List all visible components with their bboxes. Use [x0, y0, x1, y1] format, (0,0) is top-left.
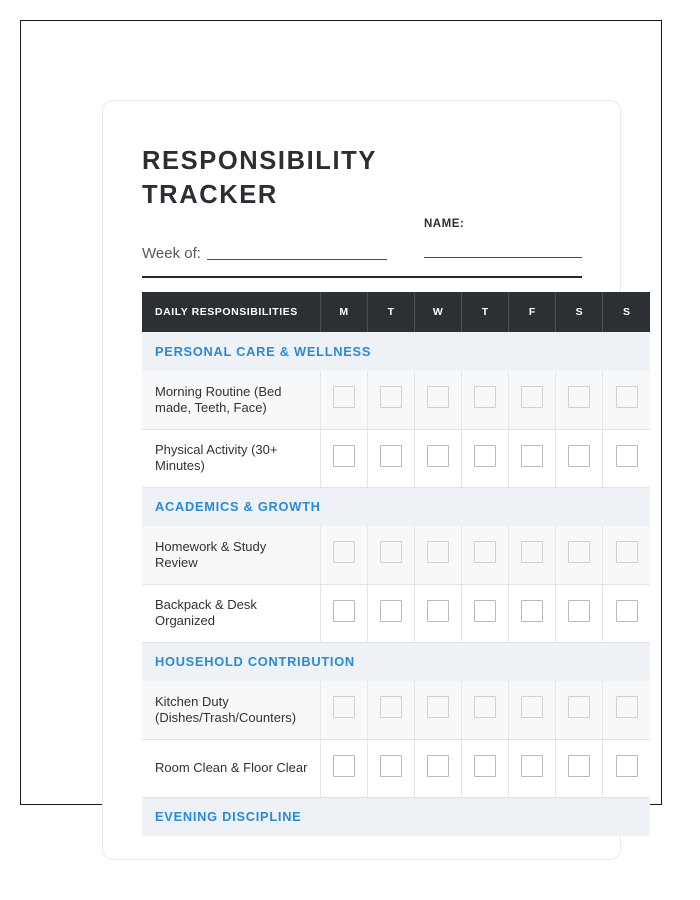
column-header-day-1: T	[367, 292, 414, 332]
day-cell[interactable]	[509, 526, 556, 584]
header-meta-row	[142, 217, 582, 275]
week-of-label: Week of:	[142, 245, 201, 262]
responsibility-tracker-table	[142, 292, 650, 836]
checkbox-icon[interactable]	[474, 541, 496, 563]
checkbox-icon[interactable]	[568, 541, 590, 563]
day-cell[interactable]	[603, 584, 650, 642]
day-cell[interactable]	[556, 584, 603, 642]
checkbox-icon[interactable]	[568, 386, 590, 408]
day-cell[interactable]	[462, 681, 509, 739]
day-cell[interactable]	[320, 371, 367, 429]
checkbox-icon[interactable]	[474, 600, 496, 622]
checkbox-icon[interactable]	[521, 386, 543, 408]
checkbox-icon[interactable]	[474, 755, 496, 777]
day-cell[interactable]	[462, 526, 509, 584]
table-row	[142, 681, 650, 739]
day-cell[interactable]	[367, 429, 414, 487]
table-body	[142, 332, 650, 836]
day-cell[interactable]	[367, 584, 414, 642]
table-row	[142, 584, 650, 642]
checkbox-icon[interactable]	[616, 755, 638, 777]
day-cell[interactable]	[462, 429, 509, 487]
day-cell[interactable]	[320, 584, 367, 642]
day-cell[interactable]	[556, 681, 603, 739]
column-header-day-4: F	[509, 292, 556, 332]
checkbox-icon[interactable]	[568, 445, 590, 467]
column-header-day-0: M	[320, 292, 367, 332]
day-cell[interactable]	[415, 681, 462, 739]
day-cell[interactable]	[509, 584, 556, 642]
page-title-line-1: RESPONSIBILITY	[142, 147, 377, 175]
checkbox-icon[interactable]	[333, 386, 355, 408]
checkbox-icon[interactable]	[474, 386, 496, 408]
checkbox-icon[interactable]	[427, 386, 449, 408]
day-cell[interactable]	[603, 526, 650, 584]
day-cell[interactable]	[462, 739, 509, 797]
task-label: Kitchen Duty (Dishes/Trash/Counters)	[142, 681, 320, 739]
day-cell[interactable]	[556, 526, 603, 584]
table-row	[142, 371, 650, 429]
table-row	[142, 429, 650, 487]
day-cell[interactable]	[603, 429, 650, 487]
day-cell[interactable]	[320, 526, 367, 584]
checkbox-icon[interactable]	[616, 600, 638, 622]
task-label: Backpack & Desk Organized	[142, 584, 320, 642]
checkbox-icon[interactable]	[380, 600, 402, 622]
day-cell[interactable]	[462, 371, 509, 429]
section-title: HOUSEHOLD CONTRIBUTION	[142, 642, 650, 681]
day-cell[interactable]	[367, 526, 414, 584]
section-title: PERSONAL CARE & WELLNESS	[142, 332, 650, 371]
day-cell[interactable]	[367, 681, 414, 739]
section-title: EVENING DISCIPLINE	[142, 797, 650, 836]
day-cell[interactable]	[556, 371, 603, 429]
checkbox-icon[interactable]	[333, 696, 355, 718]
checkbox-icon[interactable]	[521, 445, 543, 467]
checkbox-icon[interactable]	[427, 755, 449, 777]
checkbox-icon[interactable]	[380, 755, 402, 777]
checkbox-icon[interactable]	[521, 600, 543, 622]
day-cell[interactable]	[415, 526, 462, 584]
day-cell[interactable]	[603, 681, 650, 739]
checkbox-icon[interactable]	[380, 696, 402, 718]
task-label: Morning Routine (Bed made, Teeth, Face)	[142, 371, 320, 429]
column-header-day-5: S	[556, 292, 603, 332]
checkbox-icon[interactable]	[616, 445, 638, 467]
table-row	[142, 739, 650, 797]
day-cell[interactable]	[509, 681, 556, 739]
page-title-line-2: TRACKER	[142, 181, 278, 209]
column-header-day-2: W	[415, 292, 462, 332]
checkbox-icon[interactable]	[521, 696, 543, 718]
day-cell[interactable]	[415, 371, 462, 429]
header-divider	[142, 276, 582, 278]
checkbox-icon[interactable]	[616, 386, 638, 408]
day-cell[interactable]	[415, 429, 462, 487]
day-cell[interactable]	[367, 739, 414, 797]
section-header-row	[142, 642, 650, 681]
table-row	[142, 526, 650, 584]
task-label: Physical Activity (30+ Minutes)	[142, 429, 320, 487]
name-write-line[interactable]	[424, 257, 582, 258]
checkbox-icon[interactable]	[616, 541, 638, 563]
day-cell[interactable]	[462, 584, 509, 642]
checkbox-icon[interactable]	[333, 541, 355, 563]
checkbox-icon[interactable]	[380, 445, 402, 467]
checkbox-icon[interactable]	[380, 541, 402, 563]
checkbox-icon[interactable]	[521, 541, 543, 563]
checkbox-icon[interactable]	[333, 755, 355, 777]
name-label: NAME:	[424, 218, 465, 230]
checkbox-icon[interactable]	[427, 445, 449, 467]
day-cell[interactable]	[603, 371, 650, 429]
day-cell[interactable]	[415, 584, 462, 642]
table-head	[142, 292, 650, 332]
task-label: Homework & Study Review	[142, 526, 320, 584]
checkbox-icon[interactable]	[380, 386, 402, 408]
section-header-row	[142, 332, 650, 371]
day-cell[interactable]	[320, 429, 367, 487]
checkbox-icon[interactable]	[427, 541, 449, 563]
week-of-write-line[interactable]	[207, 259, 387, 260]
column-header-day-6: S	[603, 292, 650, 332]
checkbox-icon[interactable]	[333, 600, 355, 622]
day-cell[interactable]	[415, 739, 462, 797]
checkbox-icon[interactable]	[568, 600, 590, 622]
day-cell[interactable]	[556, 429, 603, 487]
day-cell[interactable]	[367, 371, 414, 429]
name-group	[424, 217, 582, 258]
checkbox-icon[interactable]	[474, 445, 496, 467]
checkbox-icon[interactable]	[616, 696, 638, 718]
checkbox-icon[interactable]	[427, 696, 449, 718]
day-cell[interactable]	[509, 739, 556, 797]
document-card	[102, 100, 631, 860]
week-of-group	[142, 245, 387, 262]
checkbox-icon[interactable]	[521, 755, 543, 777]
day-cell[interactable]	[320, 739, 367, 797]
section-title: ACADEMICS & GROWTH	[142, 487, 650, 526]
day-cell[interactable]	[509, 371, 556, 429]
column-header-task: DAILY RESPONSIBILITIES	[142, 292, 320, 332]
document-header	[142, 144, 582, 278]
column-header-day-3: T	[462, 292, 509, 332]
day-cell[interactable]	[556, 739, 603, 797]
day-cell[interactable]	[603, 739, 650, 797]
page-frame	[20, 20, 662, 825]
task-label: Room Clean & Floor Clear	[142, 739, 320, 797]
section-header-row	[142, 797, 650, 836]
day-cell[interactable]	[509, 429, 556, 487]
checkbox-icon[interactable]	[333, 445, 355, 467]
checkbox-icon[interactable]	[427, 600, 449, 622]
checkbox-icon[interactable]	[474, 696, 496, 718]
checkbox-icon[interactable]	[568, 696, 590, 718]
day-cell[interactable]	[320, 681, 367, 739]
section-header-row	[142, 487, 650, 526]
checkbox-icon[interactable]	[568, 755, 590, 777]
table-header-row	[142, 292, 650, 332]
